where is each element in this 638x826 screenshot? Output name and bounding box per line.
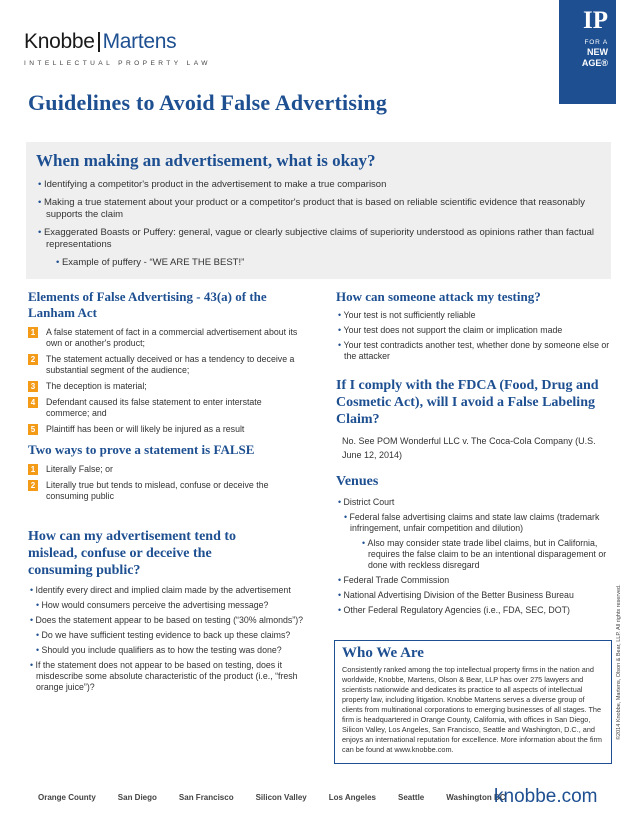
page-title: Guidelines to Avoid False Advertising	[28, 90, 388, 115]
city-label: Los Angeles	[328, 793, 377, 802]
numbered-item: 2 The statement actually deceived or has a tendency to deceive a substantial segment of the audience;	[28, 354, 300, 376]
city-label: San Francisco	[178, 793, 234, 802]
list-item: • Your test is not sufficiently reliable	[338, 310, 476, 320]
bullet-icon: •	[36, 630, 42, 640]
bullet-icon: •	[338, 310, 344, 320]
fdca-answer: No. See POM Wonderful LLC v. The Coca-Cola Company (U.S. June 12, 2014)	[342, 436, 596, 460]
badge-for-a: FOR A	[584, 39, 608, 46]
okay-section	[26, 142, 611, 279]
footer	[0, 786, 638, 810]
logo-name-knobbe: Knobbe	[24, 30, 95, 53]
okay-item: • Making a true statement about your product or a competitor's product that is based on reliable scientific evidence that reasonably supports the claim	[38, 197, 585, 220]
who-we-are-box	[334, 640, 612, 764]
okay-sub-item: • Example of puffery - “WE ARE THE BEST!”	[56, 257, 245, 268]
list-item: • Federal Trade Commission	[338, 575, 450, 585]
who-heading: Who We Are	[342, 645, 424, 661]
city-label: Silicon Valley	[255, 793, 307, 802]
list-item: • If the statement does not appear to be based on testing, does it misdescribe some absolute characteristic of the product (i.e., “fresh orange juice”)?	[30, 660, 298, 692]
bullet-icon: •	[30, 615, 36, 625]
numbered-item: 1 A false statement of fact in a commercial advertisement about its own or another's product;	[28, 327, 300, 349]
numbered-item: 4 Defendant caused its false statement to enter interstate commerce; and	[28, 397, 300, 419]
bullet-icon: •	[36, 600, 42, 610]
bullet-icon: •	[362, 538, 368, 548]
city-label: Washington DC	[446, 793, 506, 802]
venues-heading: Venues	[336, 474, 379, 489]
website-link[interactable]: knobbe.com	[494, 786, 598, 807]
bullet-icon: •	[338, 575, 344, 585]
ip-new-age-badge	[559, 0, 616, 104]
city-label: San Diego	[117, 793, 157, 802]
list-item: • Does the statement appear to be based on testing (“30% almonds”)?	[30, 615, 304, 625]
bullet-icon: •	[38, 197, 44, 208]
number-badge: 5	[28, 424, 38, 435]
two-ways-section	[28, 442, 300, 507]
okay-item: • Identifying a competitor's product in the advertisement to make a true comparison	[38, 179, 387, 190]
mislead-heading: How can my advertisement tend to mislead, confuse or deceive the consuming public?	[28, 529, 237, 578]
copyright-notice: ©2014 Knobbe, Martens, Olson & Bear, LLP. All rights reserved.	[616, 584, 622, 740]
badge-age: AGE®	[581, 58, 608, 68]
number-badge: 1	[28, 464, 38, 475]
firm-logo	[24, 30, 211, 67]
venues-section	[336, 473, 612, 620]
bullet-icon: •	[56, 257, 62, 268]
list-item: • Also may consider state trade libel claims, but in California, requires the false claim to be an intentional disparagement or done with reckless disregard	[362, 538, 607, 570]
bullet-icon: •	[36, 645, 42, 655]
bullet-icon: •	[338, 497, 344, 507]
number-badge: 2	[28, 480, 38, 491]
logo-name-martens: Martens	[102, 30, 177, 53]
list-item: • Federal false advertising claims and state law claims (trademark infringement, unfair competition and dilution)	[344, 512, 600, 533]
number-badge: 1	[28, 327, 38, 338]
office-cities	[38, 793, 528, 802]
okay-item: • Exaggerated Boasts or Puffery: general, vague or clearly subjective claims of superiority understood as opinions rather than factual representations	[38, 227, 595, 250]
number-badge: 2	[28, 354, 38, 365]
bullet-icon: •	[30, 585, 36, 595]
bullet-icon: •	[338, 340, 344, 350]
numbered-item: 3 The deception is material;	[28, 381, 300, 392]
fdca-heading: If I comply with the FDCA (Food, Drug and Cosmetic Act), will I avoid a False Labeling Claim?	[336, 378, 599, 427]
bullet-icon: •	[38, 179, 44, 190]
list-item: • National Advertising Division of the Better Business Bureau	[338, 590, 574, 600]
number-badge: 3	[28, 381, 38, 392]
bullet-icon: •	[30, 660, 36, 670]
list-item: • How would consumers perceive the advertising message?	[36, 600, 269, 610]
mislead-section	[28, 528, 308, 697]
elements-heading: Elements of False Advertising - 43(a) of the Lanham Act	[28, 289, 267, 320]
two-ways-heading: Two ways to prove a statement is FALSE	[28, 442, 255, 457]
list-item: • Other Federal Regulatory Agencies (i.e., FDA, SEC, DOT)	[338, 605, 570, 615]
bullet-icon: •	[38, 227, 44, 238]
city-label: Orange County	[38, 793, 96, 802]
badge-ip: IP	[583, 7, 608, 34]
bullet-icon: •	[338, 590, 344, 600]
numbered-item: 1 Literally False; or	[28, 464, 300, 475]
attack-heading: How can someone attack my testing?	[336, 289, 541, 304]
bullet-icon: •	[338, 605, 344, 615]
elements-section	[28, 289, 300, 440]
list-item: • Should you include qualifiers as to how the testing was done?	[36, 645, 282, 655]
number-badge: 4	[28, 397, 38, 408]
numbered-item: 5 Plaintiff has been or will likely be injured as a result	[28, 424, 300, 435]
logo-divider	[98, 32, 100, 52]
numbered-item: 2 Literally true but tends to mislead, confuse or deceive the consuming public	[28, 480, 300, 502]
attack-section	[336, 289, 612, 366]
bullet-icon: •	[344, 512, 350, 522]
badge-new: NEW	[587, 47, 608, 57]
bullet-icon: •	[338, 325, 344, 335]
list-item: • Your test contradicts another test, whether done by someone else or the attacker	[338, 340, 610, 361]
who-body: Consistently ranked among the top intellectual property firms in the nation and worldwide, Knobbe, Martens, Olson & Bear, LLP has over 275 lawyers and scientists nationwide and dedicates its practice to all aspects of intellectual property law, including litigation. Knobbe Martens serves a diverse group of clients from multinational corporations to emerging businesses of all stages. The firm is headquartered in Orange County, California, with offices in San Diego, Silicon Valley, Los Angeles, San Francisco, Seattle and Washington, D.C., and enjoys an international reputation for excellence. More information about the firm can be found at www.knobbe.com.	[342, 665, 602, 754]
fdca-section	[336, 377, 606, 466]
list-item: • Your test does not support the claim or implication made	[338, 325, 563, 335]
logo-tagline: INTELLECTUAL PROPERTY LAW	[24, 60, 211, 67]
list-item: • Identify every direct and implied claim made by the advertisement	[30, 585, 291, 595]
list-item: • District Court	[338, 497, 395, 507]
okay-heading: When making an advertisement, what is okay?	[36, 151, 376, 170]
logo-wordmark	[24, 30, 211, 54]
list-item: • Do we have sufficient testing evidence to back up these claims?	[36, 630, 291, 640]
city-label: Seattle	[398, 793, 425, 802]
